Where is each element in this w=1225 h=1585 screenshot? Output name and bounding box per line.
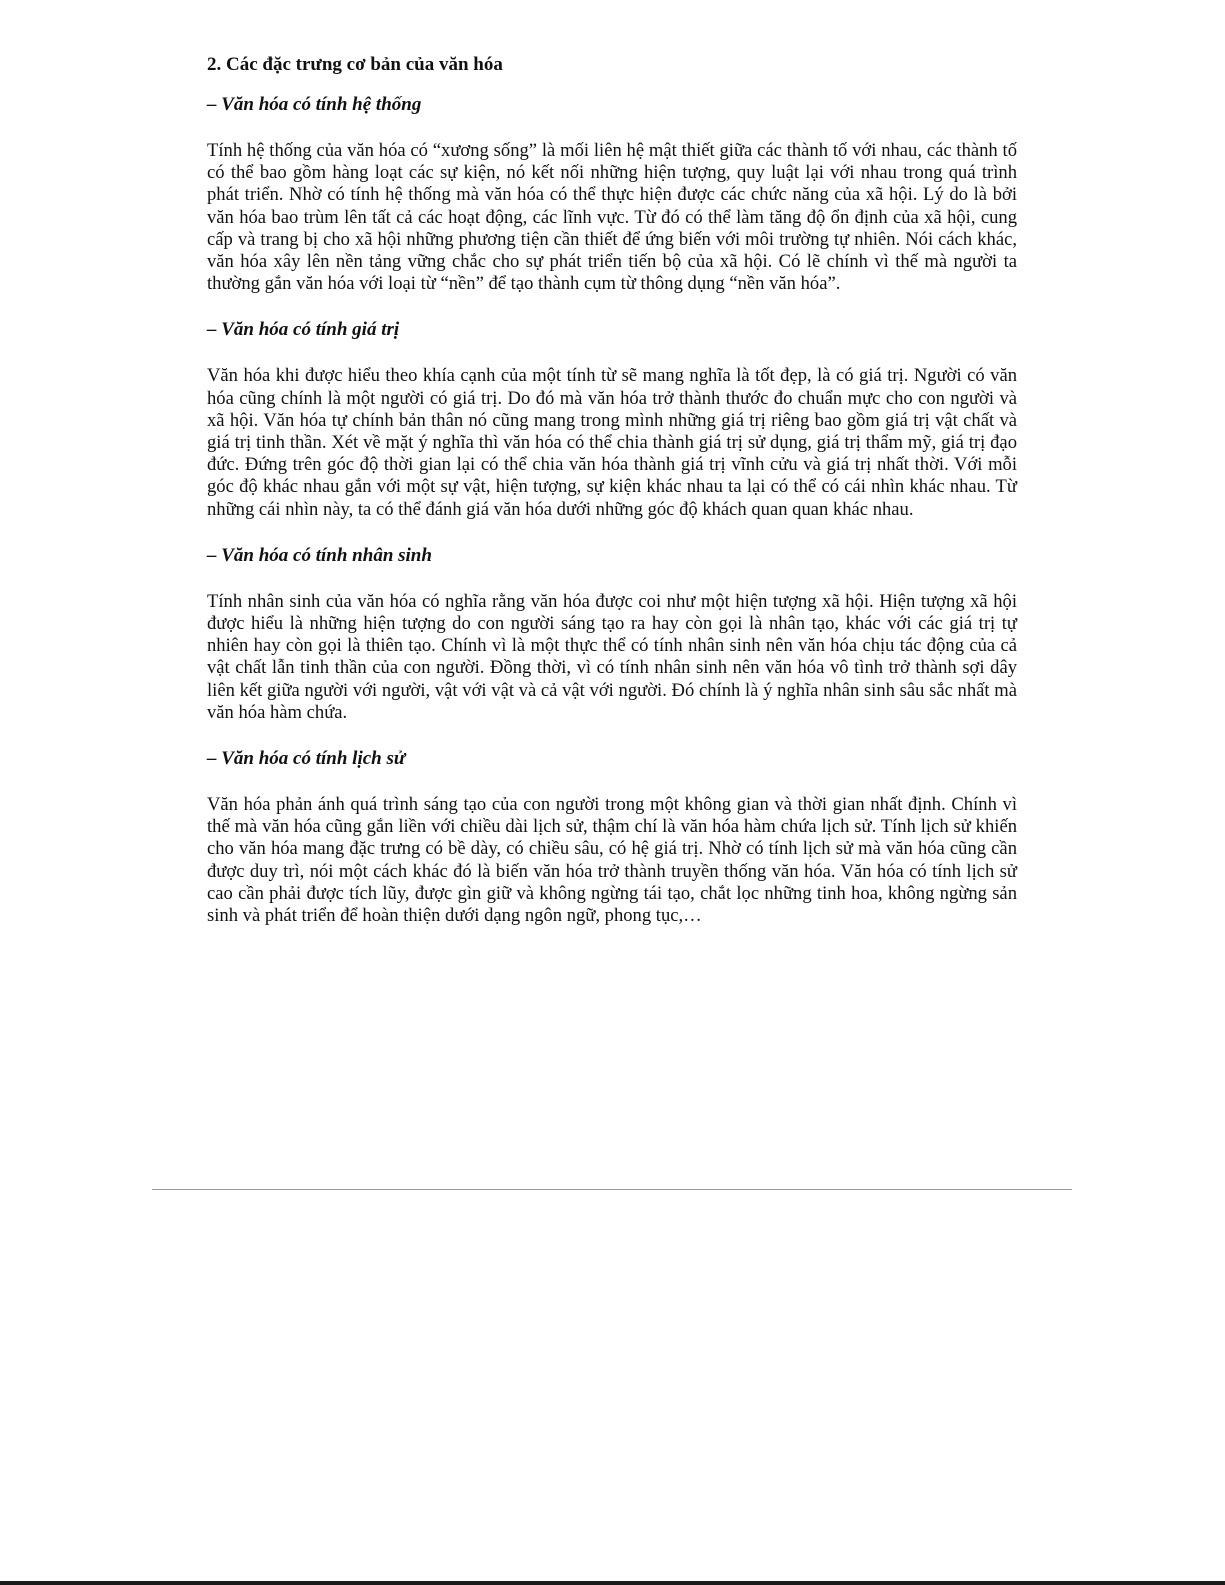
section-heading-system: – Văn hóa có tính hệ thống [207,94,422,115]
section-heading-value: – Văn hóa có tính giá trị [207,319,400,341]
section-history [207,746,1017,927]
page-divider [152,1189,1072,1190]
section-body-system: Tính hệ thống của văn hóa có “xương sống” là mối liên hệ mật thiết giữa các thành tố với nhau, các thành tố có thể bao gồm hàng loạt các sự kiện, nó kết nối những hiện tượng, quy luật lại với nhau trong quá trình phát triển. Nhờ có tính hệ thống mà văn hóa có thể thực hiện được các chức năng của xã hội. Lý do là bởi văn hóa bao trùm lên tất cả các hoạt động, các lĩnh vực. Từ đó có thể làm tăng độ ổn định của xã hội, cung cấp và trang bị cho xã hội những phương tiện cần thiết để ứng biến với môi trường tự nhiên. Nói cách khác, văn hóa xây lên nền tảng vững chắc cho sự phát triển tiến bộ của xã hội. Có lẽ chính vì thế mà người ta thường gắn văn hóa với loại từ “nền” để tạo thành cụm từ thông dụng “nền văn hóa”. [207,140,1017,295]
section-heading-humanity: – Văn hóa có tính nhân sinh [207,544,432,566]
page-title: 2. Các đặc trưng cơ bản của văn hóa [207,54,503,75]
section-humanity [207,543,1017,724]
section-heading-history: – Văn hóa có tính lịch sử [207,748,406,770]
section-system [207,92,1017,295]
page-bottom-edge [0,1581,1225,1585]
section-body-humanity: Tính nhân sinh của văn hóa có nghĩa rằng văn hóa được coi như một hiện tượng xã hội. Hiện tượng xã hội được hiểu là những hiện tượng do con người sáng tạo ra hay còn gọi là nhân tạo, khác với các giá trị tự nhiên hay còn gọi là thiên tạo. Chính vì là một thực thể có tính nhân sinh nên văn hóa chịu tác động của cả vật chất lẫn tinh thần của con người. Đồng thời, vì có tính nhân sinh nên văn hóa vô tình trở thành sợi dây liên kết giữa người với người, vật với vật và cả vật với người. Đó chính là ý nghĩa nhân sinh sâu sắc nhất mà văn hóa hàm chứa. [207,590,1017,723]
document-content [207,52,1017,949]
section-body-history: Văn hóa phản ánh quá trình sáng tạo của con người trong một không gian và thời gian nhất định. Chính vì thế mà văn hóa cũng gắn liền với chiều dài lịch sử, thậm chí là văn hóa hàm chứa lịch sử. Tính lịch sử khiến cho văn hóa mang đặc trưng có bề dày, có chiều sâu, có hệ giá trị. Nhờ có tính lịch sử mà văn hóa cũng cần được duy trì, nói một cách khác đó là biến văn hóa trở thành truyền thống văn hóa. Văn hóa có tính lịch sử cao cần phải được tích lũy, được gìn giữ và không ngừng tái tạo, chắt lọc những tinh hoa, không ngừng sản sinh và phát triển để hoàn thiện dưới dạng ngôn ngữ, phong tục,… [207,794,1017,927]
section-value [207,317,1017,520]
section-body-value: Văn hóa khi được hiểu theo khía cạnh của một tính từ sẽ mang nghĩa là tốt đẹp, là có giá trị. Người có văn hóa cũng chính là một người có giá trị. Do đó mà văn hóa trở thành thước đo chuẩn mực cho con người và xã hội. Văn hóa tự chính bản thân nó cũng mang trong mình những giá trị riêng bao gồm giá trị vật chất và giá trị tinh thần. Xét về mặt ý nghĩa thì văn hóa có thể chia thành giá trị sử dụng, giá trị thẩm mỹ, giá trị đạo đức. Đứng trên góc độ thời gian lại có thể chia văn hóa thành giá trị vĩnh cửu và giá trị nhất thời. Với mỗi góc độ khác nhau gắn với một sự vật, hiện tượng, sự kiện khác nhau ta lại có thể có cái nhìn khác nhau. Từ những cái nhìn này, ta có thể đánh giá văn hóa dưới những góc độ khách quan quan khác nhau. [207,365,1017,520]
